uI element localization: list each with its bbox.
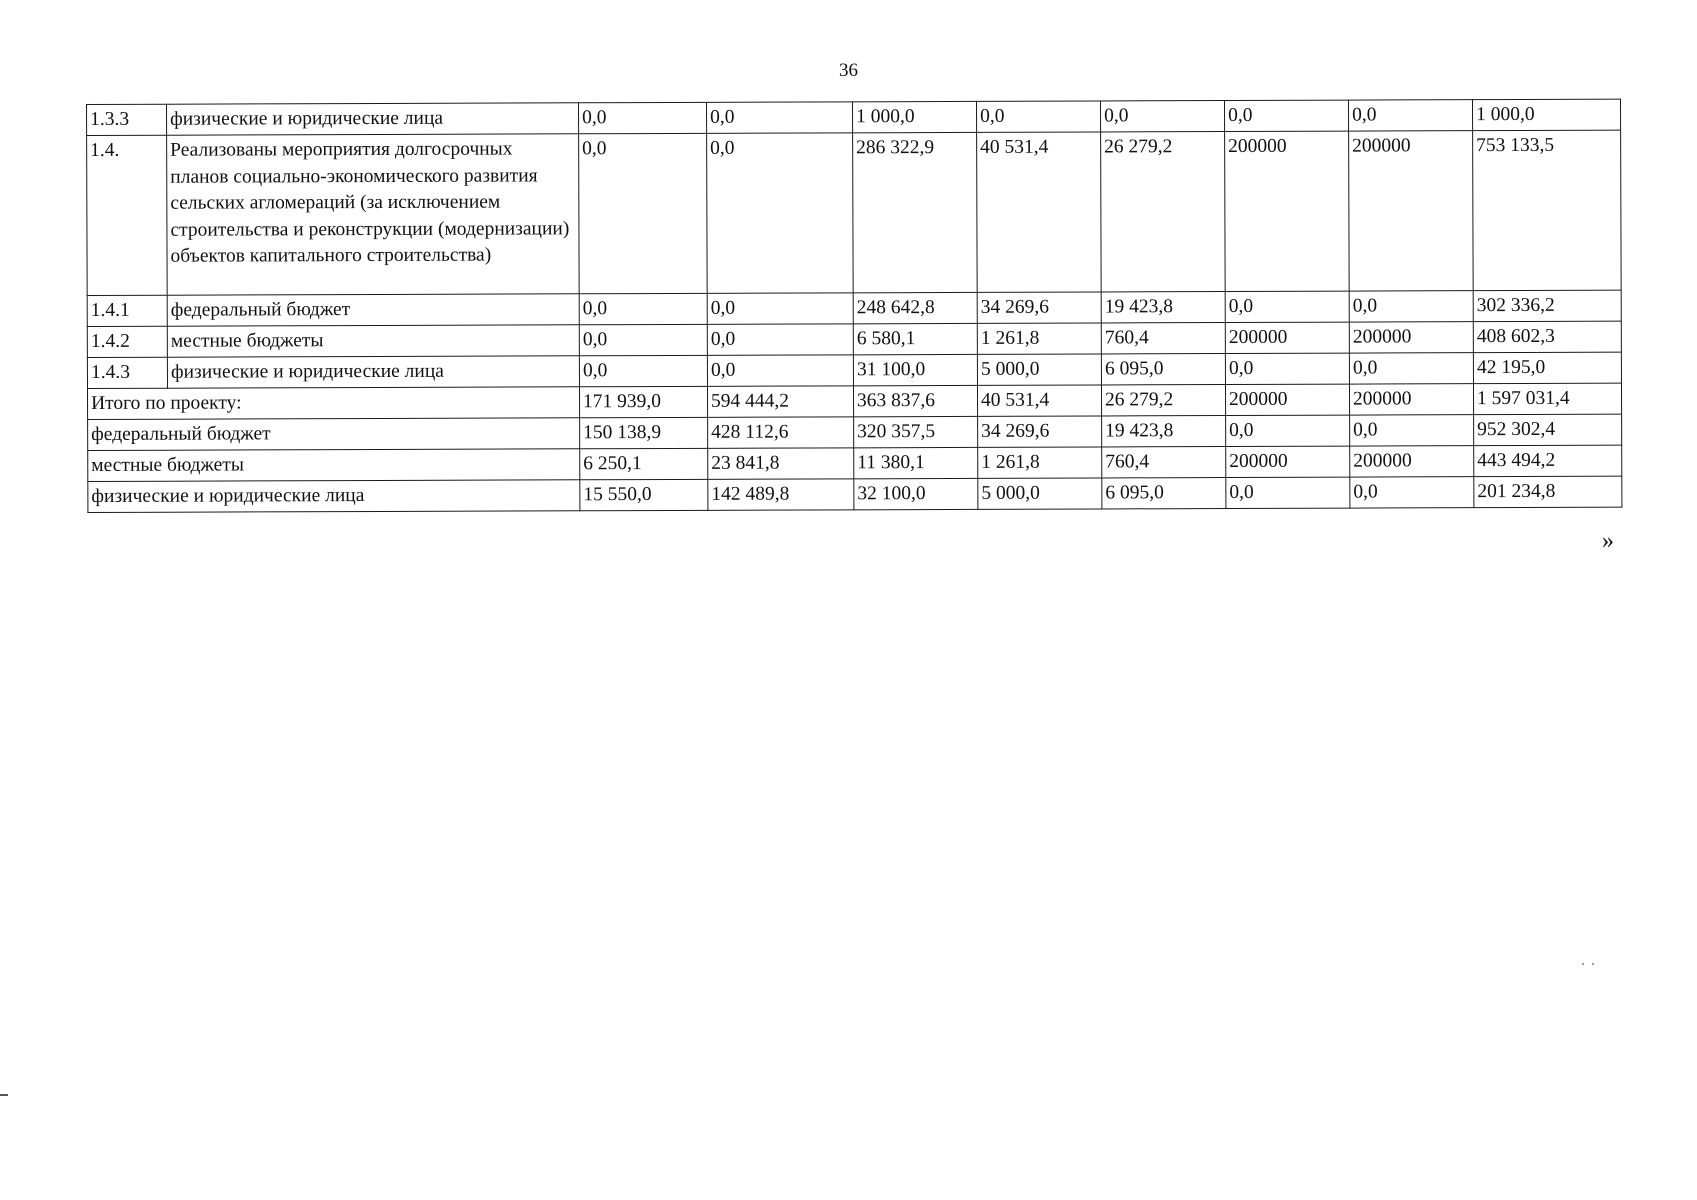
value-cell: 0,0	[1224, 100, 1348, 131]
total-row	[88, 476, 1622, 512]
value-cell: 6 095,0	[1102, 478, 1226, 509]
value-cell: 200000	[1350, 446, 1474, 477]
row-number: 1.4.2	[87, 326, 167, 357]
page-number: 36	[839, 60, 858, 81]
value-cell: 443 494,2	[1474, 445, 1622, 477]
value-cell: 26 279,2	[1101, 385, 1225, 416]
table-row	[87, 130, 1622, 295]
value-cell: 594 444,2	[707, 386, 853, 418]
value-cell: 26 279,2	[1101, 132, 1226, 292]
value-cell: 1 597 031,4	[1473, 383, 1621, 415]
value-cell: 0,0	[707, 133, 854, 294]
scan-speck	[1582, 963, 1584, 965]
value-cell: 0,0	[579, 133, 708, 293]
value-cell: 5 000,0	[977, 354, 1101, 385]
value-cell: 0,0	[1226, 477, 1350, 508]
value-cell: 200000	[1349, 384, 1473, 415]
value-cell: 0,0	[1100, 101, 1224, 132]
value-cell: 32 100,0	[854, 478, 978, 509]
value-cell: 200000	[1226, 446, 1350, 477]
value-cell: 0,0	[707, 324, 853, 356]
value-cell: 1 000,0	[1472, 99, 1620, 131]
total-label: Итого по проекту:	[87, 387, 579, 420]
value-cell: 753 133,5	[1473, 130, 1622, 291]
value-cell: 0,0	[1349, 353, 1473, 384]
row-name: физические и юридические лица	[167, 103, 579, 135]
value-cell: 0,0	[1348, 100, 1472, 131]
value-cell: 19 423,8	[1101, 292, 1225, 323]
value-cell: 6 250,1	[580, 448, 708, 479]
value-cell: 6 095,0	[1101, 354, 1225, 385]
value-cell: 42 195,0	[1473, 352, 1621, 384]
value-cell: 19 423,8	[1102, 416, 1226, 447]
value-cell: 200000	[1225, 131, 1350, 291]
value-cell: 0,0	[706, 102, 852, 134]
value-cell: 34 269,6	[977, 292, 1101, 323]
value-cell: 171 939,0	[579, 386, 707, 417]
value-cell: 0,0	[579, 293, 707, 324]
value-cell: 6 580,1	[853, 323, 977, 354]
value-cell: 200000	[1225, 322, 1349, 353]
value-cell: 0,0	[579, 355, 707, 386]
value-cell: 150 138,9	[580, 417, 708, 448]
value-cell: 201 234,8	[1474, 476, 1622, 508]
value-cell: 952 302,4	[1474, 414, 1622, 446]
value-cell: 408 602,3	[1473, 321, 1621, 353]
value-cell: 760,4	[1101, 323, 1225, 354]
value-cell: 23 841,8	[708, 448, 854, 480]
value-cell: 5 000,0	[978, 478, 1102, 509]
value-cell: 200000	[1349, 322, 1473, 353]
total-label: физические и юридические лица	[88, 480, 580, 513]
total-label: местные бюджеты	[88, 449, 580, 482]
value-cell: 320 357,5	[854, 416, 978, 447]
value-cell: 0,0	[1350, 477, 1474, 508]
value-cell: 363 837,6	[853, 385, 977, 416]
value-cell: 0,0	[1225, 353, 1349, 384]
value-cell: 0,0	[1225, 291, 1349, 322]
value-cell: 142 489,8	[708, 479, 854, 511]
scan-speck	[0, 1094, 8, 1096]
row-number: 1.3.3	[87, 104, 167, 135]
value-cell: 248 642,8	[853, 292, 977, 323]
value-cell: 11 380,1	[854, 447, 978, 478]
value-cell: 15 550,0	[580, 479, 708, 510]
value-cell: 40 531,4	[977, 132, 1102, 292]
value-cell: 0,0	[976, 101, 1100, 132]
row-name: Реализованы мероприятия долгосрочных планов социально-экономического развития сельских агломераций (за исключением строительства и реконструкции (модернизации) объектов капитального строительства)	[167, 134, 580, 295]
row-name: федеральный бюджет	[167, 294, 579, 326]
value-cell: 1 000,0	[852, 101, 976, 132]
scan-speck	[1592, 963, 1594, 965]
row-name: физические и юридические лица	[167, 356, 579, 388]
value-cell: 200000	[1225, 384, 1349, 415]
value-cell: 34 269,6	[978, 416, 1102, 447]
value-cell: 0,0	[707, 355, 853, 387]
value-cell: 1 261,8	[978, 447, 1102, 478]
value-cell: 286 322,9	[853, 132, 978, 292]
value-cell: 760,4	[1102, 447, 1226, 478]
value-cell: 0,0	[578, 102, 706, 133]
row-number: 1.4.1	[87, 295, 167, 326]
budget-table	[86, 99, 1622, 513]
value-cell: 0,0	[1350, 415, 1474, 446]
value-cell: 0,0	[579, 324, 707, 355]
row-number: 1.4.3	[87, 357, 167, 388]
value-cell: 1 261,8	[977, 323, 1101, 354]
value-cell: 428 112,6	[708, 417, 854, 449]
row-number: 1.4.	[87, 135, 168, 295]
value-cell: 302 336,2	[1473, 290, 1621, 322]
value-cell: 40 531,4	[977, 385, 1101, 416]
total-label: федеральный бюджет	[88, 418, 580, 451]
value-cell: 0,0	[1226, 415, 1350, 446]
value-cell: 200000	[1349, 131, 1474, 291]
value-cell: 31 100,0	[853, 354, 977, 385]
value-cell: 0,0	[1349, 291, 1473, 322]
row-name: местные бюджеты	[167, 325, 579, 357]
value-cell: 0,0	[707, 293, 853, 325]
closing-quote-mark: »	[1602, 528, 1614, 554]
